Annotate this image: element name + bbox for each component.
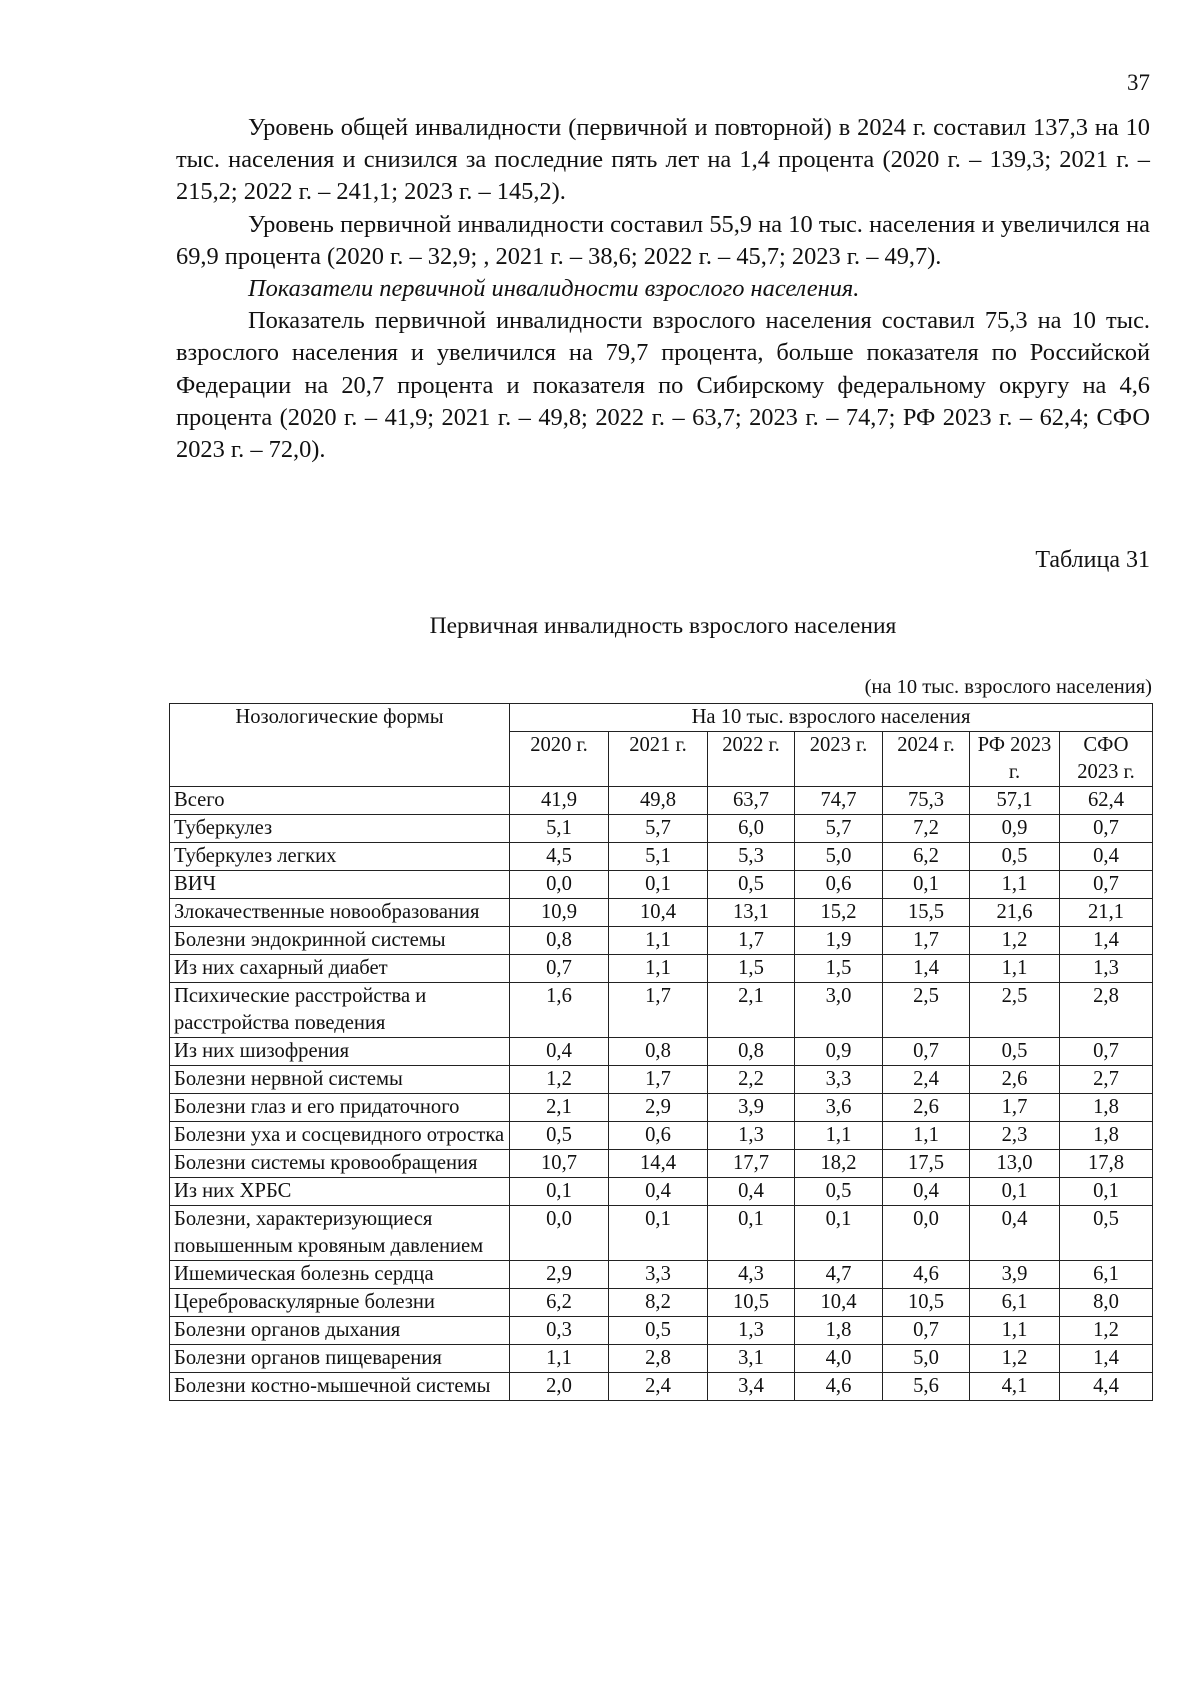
table-row <box>170 983 1153 1038</box>
header-col-2020: 2020 г. <box>510 732 609 787</box>
table-body <box>170 787 1153 1401</box>
table-cell: 17,8 <box>1060 1150 1153 1178</box>
table-cell: 10,7 <box>510 1150 609 1178</box>
table-cell: 1,7 <box>609 1066 708 1094</box>
table-cell: 8,2 <box>609 1289 708 1317</box>
table-cell: 4,0 <box>795 1345 883 1373</box>
table-cell: 21,6 <box>970 899 1060 927</box>
table-cell: 8,0 <box>1060 1289 1153 1317</box>
table-cell: 4,6 <box>795 1373 883 1401</box>
paragraph-subheading: Показатели первичной инвалидности взрослого населения. <box>248 275 860 303</box>
table-cell: 0,3 <box>510 1317 609 1345</box>
row-label: Болезни органов дыхания <box>170 1317 510 1345</box>
table-cell: 0,7 <box>883 1038 970 1066</box>
table-cell: 0,8 <box>510 927 609 955</box>
table-cell: 0,4 <box>883 1178 970 1206</box>
table-cell: 0,0 <box>510 1206 609 1261</box>
table-cell: 3,3 <box>795 1066 883 1094</box>
table-cell: 1,2 <box>970 927 1060 955</box>
table-cell: 41,9 <box>510 787 609 815</box>
table-cell: 1,3 <box>708 1122 795 1150</box>
table-cell: 1,4 <box>1060 1345 1153 1373</box>
table-cell: 0,1 <box>1060 1178 1153 1206</box>
row-label: Всего <box>170 787 510 815</box>
table-cell: 4,5 <box>510 843 609 871</box>
header-col-rf-2023: РФ 2023 г. <box>970 732 1060 787</box>
table-cell: 13,1 <box>708 899 795 927</box>
disability-table <box>169 703 1153 1401</box>
table-row <box>170 815 1153 843</box>
table-cell: 0,1 <box>609 871 708 899</box>
table-cell: 1,1 <box>795 1122 883 1150</box>
table-cell: 21,1 <box>1060 899 1153 927</box>
table-cell: 0,5 <box>795 1178 883 1206</box>
table-cell: 1,3 <box>708 1317 795 1345</box>
table-cell: 5,0 <box>795 843 883 871</box>
table-cell: 17,5 <box>883 1150 970 1178</box>
table-cell: 3,1 <box>708 1345 795 1373</box>
table-cell: 2,5 <box>970 983 1060 1038</box>
table-cell: 1,7 <box>708 927 795 955</box>
table-cell: 0,9 <box>970 815 1060 843</box>
row-label: Туберкулез <box>170 815 510 843</box>
header-col-sfo-2023: СФО 2023 г. <box>1060 732 1153 787</box>
table-cell: 1,9 <box>795 927 883 955</box>
row-label: Туберкулез легких <box>170 843 510 871</box>
table-cell: 63,7 <box>708 787 795 815</box>
row-label: Из них шизофрения <box>170 1038 510 1066</box>
table-cell: 6,0 <box>708 815 795 843</box>
table-cell: 57,1 <box>970 787 1060 815</box>
table-cell: 1,1 <box>609 927 708 955</box>
table-cell: 1,1 <box>609 955 708 983</box>
table-cell: 1,8 <box>1060 1094 1153 1122</box>
table-cell: 2,3 <box>970 1122 1060 1150</box>
table-row <box>170 1066 1153 1094</box>
table-cell: 6,2 <box>510 1289 609 1317</box>
paragraph-primary-disability: Уровень первичной инвалидности составил 55,9 на 10 тыс. населения и увеличился на 69,9 процента (2020 г. – 32,9; , 2021 г. – 38,6; 2022 г. – 45,7; 2023 г. – 49,7). <box>176 210 1150 270</box>
table-cell: 1,4 <box>1060 927 1153 955</box>
table-cell: 0,0 <box>883 1206 970 1261</box>
table-cell: 3,6 <box>795 1094 883 1122</box>
table-cell: 5,7 <box>609 815 708 843</box>
table-cell: 10,5 <box>708 1289 795 1317</box>
header-col-2024: 2024 г. <box>883 732 970 787</box>
table-cell: 0,7 <box>1060 871 1153 899</box>
table-cell: 2,8 <box>609 1345 708 1373</box>
page-number: 37 <box>1127 70 1150 95</box>
table-cell: 15,5 <box>883 899 970 927</box>
table-cell: 75,3 <box>883 787 970 815</box>
table-cell: 0,8 <box>708 1038 795 1066</box>
table-cell: 1,1 <box>883 1122 970 1150</box>
table-cell: 1,5 <box>708 955 795 983</box>
row-label: Болезни уха и сосцевидного отростка <box>170 1122 510 1150</box>
table-cell: 2,6 <box>970 1066 1060 1094</box>
table-cell: 6,1 <box>1060 1261 1153 1289</box>
table-cell: 1,3 <box>1060 955 1153 983</box>
table-row <box>170 1261 1153 1289</box>
table-cell: 0,4 <box>708 1178 795 1206</box>
table-cell: 2,4 <box>883 1066 970 1094</box>
table-cell: 10,4 <box>609 899 708 927</box>
table-cell: 3,4 <box>708 1373 795 1401</box>
table-cell: 0,5 <box>510 1122 609 1150</box>
table-row <box>170 899 1153 927</box>
table-cell: 0,5 <box>970 843 1060 871</box>
header-col-2022: 2022 г. <box>708 732 795 787</box>
table-cell: 0,7 <box>1060 815 1153 843</box>
table-cell: 0,4 <box>1060 843 1153 871</box>
table-cell: 2,9 <box>609 1094 708 1122</box>
table-unit-note: (на 10 тыс. взрослого населения) <box>864 676 1152 698</box>
table-cell: 0,4 <box>609 1178 708 1206</box>
table-title: Первичная инвалидность взрослого населения <box>429 613 897 639</box>
table-header-row <box>170 704 1153 732</box>
row-label: Болезни костно-мышечной системы <box>170 1373 510 1401</box>
paragraph-general-disability: Уровень общей инвалидности (первичной и повторной) в 2024 г. составил 137,3 на 10 тыс. населения и снизился за последние пять лет на 1,4 процента (2020 г. – 139,3; 2021 г. – 215,2; 2022 г. – 241,1; 2023 г. – 145,2). <box>176 114 1150 206</box>
table-cell: 2,2 <box>708 1066 795 1094</box>
table-cell: 6,1 <box>970 1289 1060 1317</box>
table-row <box>170 927 1153 955</box>
table-cell: 6,2 <box>883 843 970 871</box>
table-row <box>170 787 1153 815</box>
paragraph-adult-disability: Показатель первичной инвалидности взрослого населения составил 75,3 на 10 тыс. взрослого населения и увеличился на 79,7 процента, больше показателя по Российской Федерации на 20,7 процента и показателя по Сибирскому федеральному округу на 4,6 процента (2020 г. – 41,9; 2021 г. – 49,8; 2022 г. – 63,7; 2023 г. – 74,7; РФ 2023 г. – 62,4; СФО 2023 г. – 72,0). <box>176 307 1150 464</box>
row-label: Болезни, характеризующиеся повышенным кровяным давлением <box>170 1206 510 1261</box>
table-cell: 0,7 <box>883 1317 970 1345</box>
table-cell: 5,1 <box>609 843 708 871</box>
table-cell: 1,1 <box>510 1345 609 1373</box>
row-label: Цереброваскулярные болезни <box>170 1289 510 1317</box>
table-cell: 1,1 <box>970 871 1060 899</box>
table-cell: 2,6 <box>883 1094 970 1122</box>
table-cell: 0,5 <box>1060 1206 1153 1261</box>
row-label: Злокачественные новообразования <box>170 899 510 927</box>
table-cell: 0,5 <box>970 1038 1060 1066</box>
table-cell: 13,0 <box>970 1150 1060 1178</box>
table-cell: 0,4 <box>970 1206 1060 1261</box>
table-cell: 4,4 <box>1060 1373 1153 1401</box>
table-cell: 5,1 <box>510 815 609 843</box>
row-label: ВИЧ <box>170 871 510 899</box>
table-cell: 5,3 <box>708 843 795 871</box>
table-cell: 2,8 <box>1060 983 1153 1038</box>
table-cell: 0,6 <box>795 871 883 899</box>
table-cell: 4,3 <box>708 1261 795 1289</box>
table-cell: 74,7 <box>795 787 883 815</box>
row-label: Болезни органов пищеварения <box>170 1345 510 1373</box>
table-cell: 0,1 <box>609 1206 708 1261</box>
table-cell: 2,0 <box>510 1373 609 1401</box>
table-cell: 1,2 <box>970 1345 1060 1373</box>
table-cell: 3,0 <box>795 983 883 1038</box>
table-cell: 2,1 <box>510 1094 609 1122</box>
table-row <box>170 1373 1153 1401</box>
table-row <box>170 1345 1153 1373</box>
table-cell: 0,7 <box>1060 1038 1153 1066</box>
table-row <box>170 1289 1153 1317</box>
header-col-2023: 2023 г. <box>795 732 883 787</box>
table-cell: 1,1 <box>970 1317 1060 1345</box>
table-cell: 1,6 <box>510 983 609 1038</box>
table-cell: 0,1 <box>970 1178 1060 1206</box>
header-nosology: Нозологические формы <box>170 704 510 787</box>
table-cell: 2,1 <box>708 983 795 1038</box>
table-cell: 10,9 <box>510 899 609 927</box>
row-label: Болезни системы кровообращения <box>170 1150 510 1178</box>
table-cell: 0,1 <box>795 1206 883 1261</box>
table-cell: 0,1 <box>883 871 970 899</box>
table-cell: 2,9 <box>510 1261 609 1289</box>
table-cell: 18,2 <box>795 1150 883 1178</box>
table-row <box>170 871 1153 899</box>
table-cell: 3,9 <box>708 1094 795 1122</box>
table-row <box>170 843 1153 871</box>
table-cell: 3,3 <box>609 1261 708 1289</box>
table-cell: 0,1 <box>510 1178 609 1206</box>
table-row <box>170 955 1153 983</box>
row-label: Из них сахарный диабет <box>170 955 510 983</box>
row-label: Из них ХРБС <box>170 1178 510 1206</box>
row-label: Болезни глаз и его придаточного <box>170 1094 510 1122</box>
table-row <box>170 1038 1153 1066</box>
table-row <box>170 1317 1153 1345</box>
table-cell: 1,7 <box>609 983 708 1038</box>
table-cell: 1,7 <box>883 927 970 955</box>
table-cell: 1,1 <box>970 955 1060 983</box>
table-cell: 0,5 <box>609 1317 708 1345</box>
table-row <box>170 1094 1153 1122</box>
table-cell: 0,7 <box>510 955 609 983</box>
table-cell: 1,8 <box>795 1317 883 1345</box>
table-row <box>170 1122 1153 1150</box>
table-cell: 10,5 <box>883 1289 970 1317</box>
table-cell: 15,2 <box>795 899 883 927</box>
table-cell: 1,7 <box>970 1094 1060 1122</box>
table-cell: 4,1 <box>970 1373 1060 1401</box>
table-row <box>170 1206 1153 1261</box>
table-cell: 49,8 <box>609 787 708 815</box>
table-cell: 0,6 <box>609 1122 708 1150</box>
table-cell: 3,9 <box>970 1261 1060 1289</box>
table-cell: 2,4 <box>609 1373 708 1401</box>
table-cell: 0,1 <box>708 1206 795 1261</box>
header-col-2021: 2021 г. <box>609 732 708 787</box>
table-row <box>170 1150 1153 1178</box>
table-cell: 0,8 <box>609 1038 708 1066</box>
table-cell: 4,6 <box>883 1261 970 1289</box>
table-cell: 7,2 <box>883 815 970 843</box>
table-row <box>170 1178 1153 1206</box>
table-cell: 0,0 <box>510 871 609 899</box>
table-cell: 1,2 <box>510 1066 609 1094</box>
table-cell: 0,4 <box>510 1038 609 1066</box>
header-group: На 10 тыс. взрослого населения <box>510 704 1153 732</box>
table-cell: 5,6 <box>883 1373 970 1401</box>
table-number-label: Таблица 31 <box>1035 547 1150 573</box>
table-cell: 1,8 <box>1060 1122 1153 1150</box>
table-cell: 10,4 <box>795 1289 883 1317</box>
table-cell: 2,7 <box>1060 1066 1153 1094</box>
table-cell: 17,7 <box>708 1150 795 1178</box>
row-label: Ишемическая болезнь сердца <box>170 1261 510 1289</box>
table-cell: 1,5 <box>795 955 883 983</box>
table-cell: 5,7 <box>795 815 883 843</box>
body-text <box>176 112 1150 466</box>
row-label: Психические расстройства и расстройства поведения <box>170 983 510 1038</box>
table-cell: 1,4 <box>883 955 970 983</box>
table-cell: 2,5 <box>883 983 970 1038</box>
table-cell: 14,4 <box>609 1150 708 1178</box>
table-cell: 5,0 <box>883 1345 970 1373</box>
table-cell: 0,9 <box>795 1038 883 1066</box>
table-cell: 62,4 <box>1060 787 1153 815</box>
table-cell: 1,2 <box>1060 1317 1153 1345</box>
row-label: Болезни нервной системы <box>170 1066 510 1094</box>
row-label: Болезни эндокринной системы <box>170 927 510 955</box>
table-cell: 4,7 <box>795 1261 883 1289</box>
table-cell: 0,5 <box>708 871 795 899</box>
